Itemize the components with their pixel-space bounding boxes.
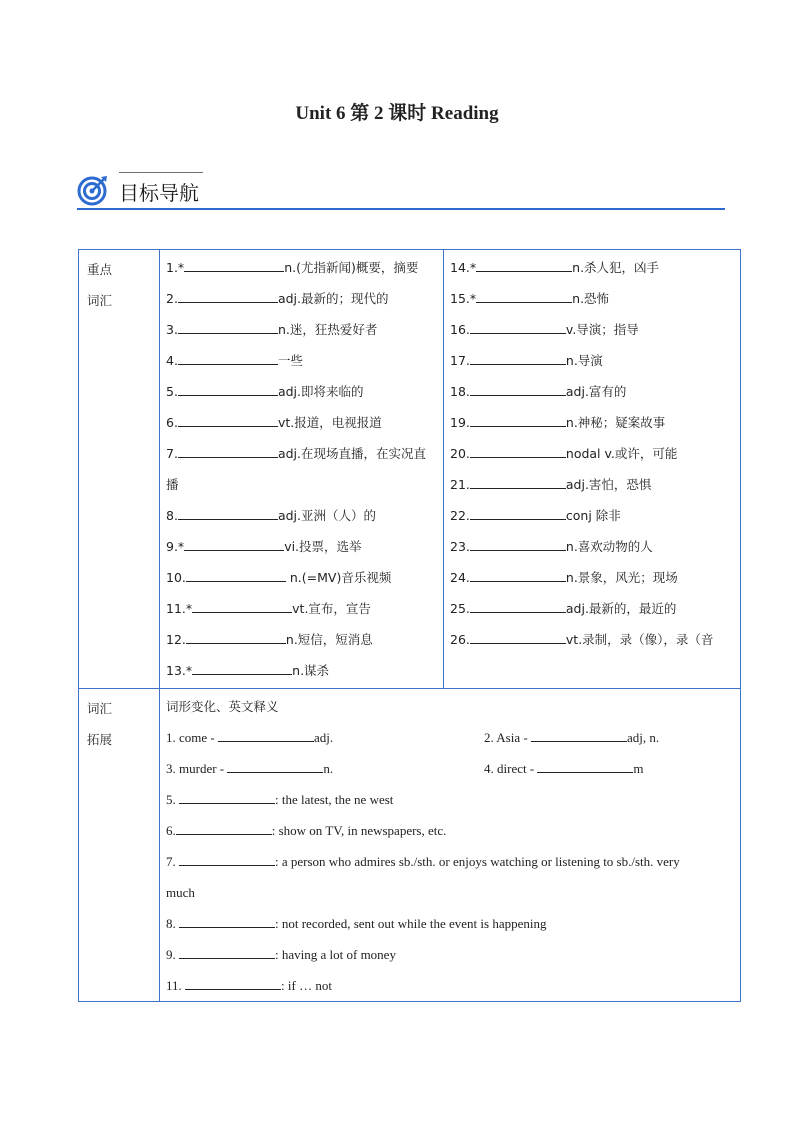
- item-definition: adj, n.: [626, 730, 660, 745]
- vocab-item: [166, 283, 443, 314]
- item-definition: adj.亚洲（人）的: [277, 508, 376, 523]
- definition-item: [166, 784, 736, 815]
- item-definition: nodal v.或许，可能: [565, 446, 678, 461]
- item-definition: conj 除非: [565, 508, 621, 523]
- vocab-item: [450, 376, 740, 407]
- item-definition: : not recorded, sent out while the event is happening: [275, 916, 547, 931]
- answer-blank[interactable]: [178, 411, 278, 427]
- word-form-item: [484, 753, 644, 784]
- category-cell: [79, 250, 160, 689]
- item-number: 21.: [450, 477, 470, 492]
- vocab-item: [450, 345, 740, 376]
- word-form-item: [484, 722, 659, 753]
- vocab-item: [166, 438, 443, 469]
- item-definition: v.导演；指导: [565, 322, 639, 337]
- answer-blank[interactable]: [178, 504, 278, 520]
- item-number: 12.: [166, 632, 186, 647]
- item-number: 16.: [450, 322, 470, 337]
- vocab-item: [166, 593, 443, 624]
- definition-item: [166, 908, 736, 939]
- item-definition: n.恐怖: [572, 291, 610, 306]
- item-definition: n.: [323, 761, 334, 776]
- item-number: 4.: [166, 353, 178, 368]
- answer-blank[interactable]: [184, 256, 284, 272]
- answer-blank[interactable]: [178, 380, 278, 396]
- answer-blank[interactable]: [179, 943, 275, 959]
- item-definition: adj.: [313, 730, 334, 745]
- item-prompt: 3. murder -: [166, 761, 228, 776]
- word-form-item: [166, 753, 484, 784]
- item-number: 9.*: [166, 539, 185, 554]
- vocab-item: [166, 500, 443, 531]
- item-definition: adj.富有的: [565, 384, 627, 399]
- item-number: 13.*: [166, 663, 193, 678]
- item-number: 2.: [166, 291, 178, 306]
- answer-blank[interactable]: [185, 974, 281, 990]
- section-header: [77, 168, 725, 212]
- item-number: 10.: [166, 570, 186, 585]
- vocab-item: [450, 593, 740, 624]
- answer-blank[interactable]: [178, 349, 278, 365]
- answer-blank[interactable]: [186, 628, 286, 644]
- category-label: 重点: [87, 262, 113, 277]
- answer-blank[interactable]: [476, 287, 572, 303]
- item-number: 8.: [166, 508, 178, 523]
- vocab-right-column: [444, 250, 741, 689]
- answer-blank[interactable]: [470, 380, 566, 396]
- item-prompt: 2. Asia -: [484, 730, 531, 745]
- vocab-left-column: [160, 250, 444, 689]
- item-definition: adj.最新的，最近的: [565, 601, 677, 616]
- item-number: 19.: [450, 415, 470, 430]
- item-number: 25.: [450, 601, 470, 616]
- vocab-table: [78, 249, 741, 1002]
- item-definition: n.(尤指新闻)概要，摘要: [284, 260, 419, 275]
- vocab-item: [450, 624, 740, 655]
- word-form-row: [166, 722, 736, 753]
- vocab-item: [450, 531, 740, 562]
- vocab-item: [450, 469, 740, 500]
- section-heading: 目标导航: [119, 181, 199, 205]
- item-definition: : a person who admires sb./sth. or enjoys watching or listening to sb./sth. very: [275, 854, 680, 869]
- item-definition: n.短信，短消息: [285, 632, 373, 647]
- item-definition: n.导演: [565, 353, 603, 368]
- vocab-item: [166, 562, 443, 593]
- page-title: Unit 6 第 2 课时 Reading: [295, 103, 499, 124]
- answer-blank[interactable]: [179, 912, 275, 928]
- vocab-item: [166, 469, 443, 500]
- item-number: 8.: [166, 916, 179, 931]
- vocab-item: [450, 314, 740, 345]
- answer-blank[interactable]: [470, 504, 566, 520]
- answer-blank[interactable]: [470, 411, 566, 427]
- vocab-item: [450, 438, 740, 469]
- item-definition: vt.录制，录（像），录（音: [565, 632, 714, 647]
- answer-blank[interactable]: [192, 597, 292, 613]
- answer-blank[interactable]: [531, 726, 627, 742]
- answer-blank[interactable]: [227, 757, 323, 773]
- extension-cell: [160, 689, 741, 1002]
- answer-blank[interactable]: [178, 287, 278, 303]
- vocab-item: [166, 531, 443, 562]
- item-number: 17.: [450, 353, 470, 368]
- answer-blank[interactable]: [184, 535, 284, 551]
- answer-blank[interactable]: [179, 788, 275, 804]
- item-number: 6.: [166, 415, 178, 430]
- answer-blank[interactable]: [176, 819, 272, 835]
- definition-item: [166, 970, 736, 1001]
- item-definition: : the latest, the ne west: [275, 792, 394, 807]
- answer-blank[interactable]: [218, 726, 314, 742]
- answer-blank[interactable]: [470, 473, 566, 489]
- item-definition: vt.宣布，宣告: [292, 601, 371, 616]
- item-definition: adj.害怕，恐惧: [565, 477, 652, 492]
- item-definition: n.谋杀: [292, 663, 330, 678]
- answer-blank[interactable]: [470, 566, 566, 582]
- item-definition: m: [633, 761, 644, 776]
- item-definition: vi.投票，选举: [284, 539, 362, 554]
- item-definition: : if … not: [281, 978, 332, 993]
- item-definition: adj.在现场直播，在实况直: [277, 446, 426, 461]
- item-number: 11.*: [166, 601, 193, 616]
- definition-item: [166, 939, 736, 970]
- section-underline: [77, 208, 725, 210]
- item-definition: n.迷，狂热爱好者: [277, 322, 378, 337]
- item-number: 7.: [166, 446, 178, 461]
- item-definition: : having a lot of money: [275, 947, 396, 962]
- item-definition: 一些: [277, 353, 303, 368]
- item-definition: 播: [166, 477, 179, 492]
- item-number: 5.: [166, 384, 178, 399]
- answer-blank[interactable]: [179, 850, 275, 866]
- item-number: 23.: [450, 539, 470, 554]
- item-number: 9.: [166, 947, 179, 962]
- vocab-item: [450, 500, 740, 531]
- vocab-item: [166, 407, 443, 438]
- item-number: 24.: [450, 570, 470, 585]
- item-number: 20.: [450, 446, 470, 461]
- answer-blank[interactable]: [470, 349, 566, 365]
- item-prompt: 1. come -: [166, 730, 218, 745]
- definition-item: [166, 815, 736, 846]
- item-number: 5.: [166, 792, 179, 807]
- item-definition: n.杀人犯，凶手: [572, 260, 660, 275]
- item-number: 1.*: [166, 260, 185, 275]
- item-definition: vt.报道，电视报道: [277, 415, 382, 430]
- answer-blank[interactable]: [186, 566, 286, 582]
- vocab-item: [166, 345, 443, 376]
- answer-blank[interactable]: [470, 628, 566, 644]
- answer-blank[interactable]: [470, 535, 566, 551]
- category-label: 词汇: [87, 293, 113, 308]
- item-definition: n.(=MV)音乐视频: [285, 570, 392, 585]
- answer-blank[interactable]: [178, 442, 278, 458]
- vocab-item: [450, 252, 740, 283]
- answer-blank[interactable]: [178, 318, 278, 334]
- vocab-item: [450, 562, 740, 593]
- answer-blank[interactable]: [470, 597, 566, 613]
- item-number: 7.: [166, 854, 179, 869]
- item-number: 15.*: [450, 291, 477, 306]
- item-number: 11.: [166, 978, 186, 993]
- item-number: 22.: [450, 508, 470, 523]
- item-number: 6.: [166, 823, 176, 838]
- item-definition: n.喜欢动物的人: [565, 539, 653, 554]
- vocab-item: [166, 252, 443, 283]
- vocab-item: [450, 283, 740, 314]
- answer-blank[interactable]: [470, 442, 566, 458]
- target-arrow-icon: [77, 174, 109, 206]
- vocab-item: [166, 655, 443, 686]
- answer-blank[interactable]: [470, 318, 566, 334]
- vocab-item: [166, 376, 443, 407]
- vocab-item: [166, 314, 443, 345]
- item-definition: : show on TV, in newspapers, etc.: [271, 823, 447, 838]
- category-cell: [79, 689, 160, 1002]
- item-prompt: 4. direct -: [484, 761, 538, 776]
- vocab-item: [450, 407, 740, 438]
- word-form-row: [166, 753, 736, 784]
- answer-blank[interactable]: [476, 256, 572, 272]
- answer-blank[interactable]: [192, 659, 292, 675]
- item-definition: n.神秘；疑案故事: [565, 415, 666, 430]
- item-number: much: [166, 885, 195, 900]
- item-number: 14.*: [450, 260, 477, 275]
- divider: [119, 172, 203, 173]
- item-number: 26.: [450, 632, 470, 647]
- definition-item: [166, 846, 736, 877]
- item-definition: adj.最新的；现代的: [277, 291, 389, 306]
- item-number: 3.: [166, 322, 178, 337]
- category-label: 拓展: [87, 732, 113, 747]
- item-definition: adj.即将来临的: [277, 384, 364, 399]
- word-form-item: [166, 722, 484, 753]
- definition-item: [166, 877, 736, 908]
- answer-blank[interactable]: [537, 757, 633, 773]
- vocab-item: [166, 624, 443, 655]
- extension-heading: 词形变化、英文释义: [166, 699, 279, 714]
- item-number: 18.: [450, 384, 470, 399]
- item-definition: n.景象，风光；现场: [565, 570, 678, 585]
- category-label: 词汇: [87, 701, 113, 716]
